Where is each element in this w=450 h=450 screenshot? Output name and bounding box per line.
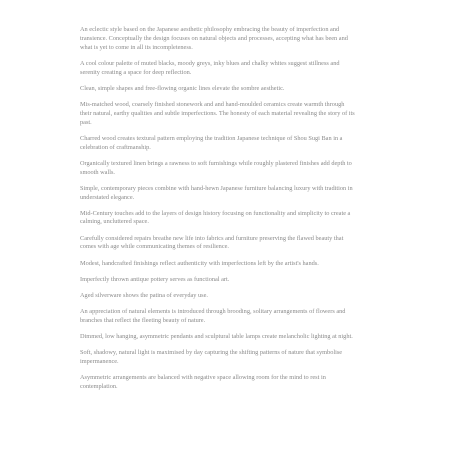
paragraph: A cool colour palette of muted blacks, moody greys, inky blues and chalky whites suggest stillness and serenity creating a space for deep reflection.: [80, 59, 340, 76]
paragraph: Imperfectly thrown antique pottery serves as functional art.: [80, 275, 230, 283]
paragraph: Dimmed, low hanging, asymmetric pendants and sculptural table lamps create melancholic lighting at night.: [80, 333, 353, 341]
paragraph: Modest, handcrafted finishings reflect authenticity with imperfections left by the artist's hands.: [80, 259, 319, 267]
paragraph: Carefully considered repairs breathe new life into fabrics and furniture preserving the flawed beauty that comes with age while communicating themes of resilience.: [80, 234, 344, 251]
paragraph: Clean, simple shapes and free-flowing organic lines elevate the sombre aesthetic.: [80, 84, 285, 92]
paragraph: Asymmetric arrangements are balanced with negative space allowing room for the mind to rest in contemplation.: [80, 374, 326, 391]
paragraph: Simple, contemporary pieces combine with hand-hewn Japanese furniture balancing luxury with tradition in understated elegance.: [80, 184, 353, 201]
paragraph: Soft, shadowy, natural light is maximised by day capturing the shifting patterns of nature that symbolise impermanence.: [80, 349, 343, 366]
paragraph: An eclectic style based on the Japanese aesthetic philosophy embracing the beauty of imperfection and transience. Conceptually the design focuses on natural objects and processes, accepting what has been and what is yet to come in all its incompleteness.: [80, 26, 348, 51]
paragraph: Aged silverware shows the patina of everyday use.: [80, 292, 208, 300]
paragraph: Mis-matched wood, coarsely finished stonework and and hand-moulded ceramics create warmth through their natural, earthy qualities and subtle imperfections. The honesty of each material revealing the story of its past.: [80, 100, 355, 126]
document-body: [80, 26, 355, 399]
paragraph: An appreciation of natural elements is introduced through brooding, solitary arrangements of flowers and branches that reflect the fleeting beauty of nature.: [80, 308, 346, 325]
paragraph: Organically textured linen brings a rawness to soft furnishings while roughly plastered finishes add depth to smooth walls.: [80, 159, 352, 176]
paragraph: Charred wood creates textural pattern employing the tradition Japanese technique of Shou Sugi Ban in a celebration of craftmanship.: [80, 134, 343, 151]
paragraph: Mid-Century touches add to the layers of design history focusing on functionality and simplicity to create a calming, uncluttered space.: [80, 209, 351, 226]
